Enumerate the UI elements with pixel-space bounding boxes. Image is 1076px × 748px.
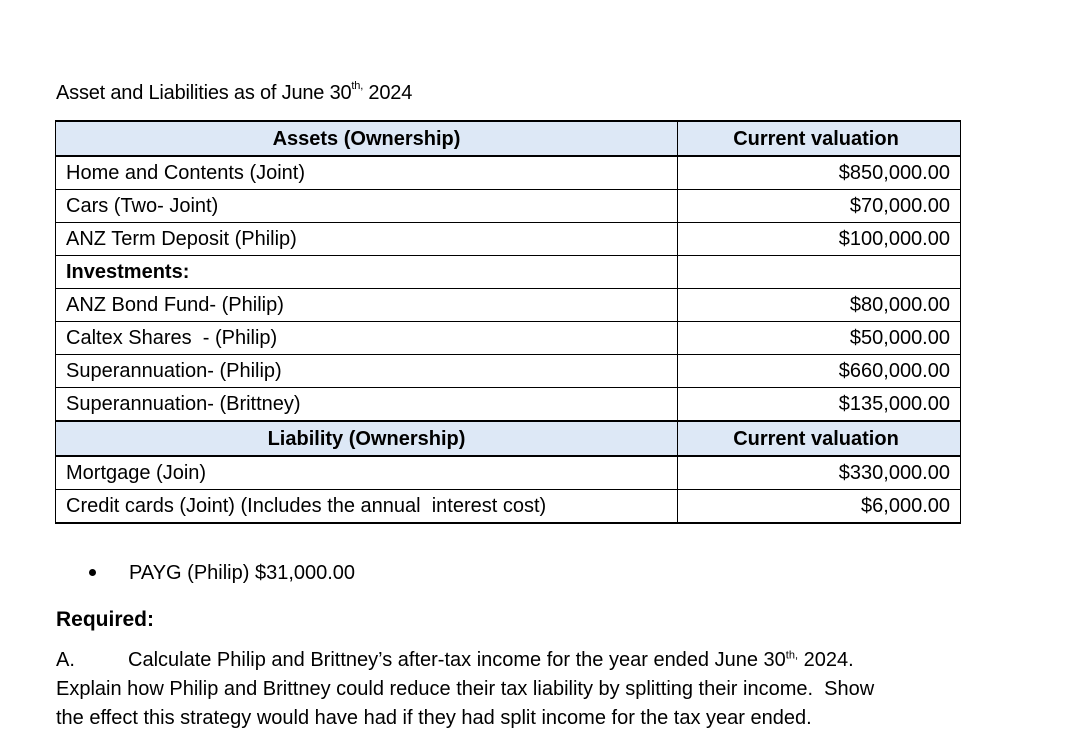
investments-label: Investments: bbox=[56, 256, 678, 289]
page-title bbox=[56, 82, 412, 105]
asset-value: $70,000.00 bbox=[678, 190, 961, 223]
liability-item: Mortgage (Join) bbox=[56, 456, 678, 490]
title-year: 2024 bbox=[363, 82, 413, 104]
liability-header-label: Liability (Ownership) bbox=[56, 421, 678, 456]
question-line-1-year: 2024. bbox=[798, 649, 854, 671]
bullet-dot-icon bbox=[89, 569, 96, 576]
table-row bbox=[56, 388, 961, 422]
liability-item: Credit cards (Joint) (Includes the annual interest cost) bbox=[56, 490, 678, 524]
assets-liabilities-table bbox=[55, 120, 961, 524]
asset-item: ANZ Term Deposit (Philip) bbox=[56, 223, 678, 256]
investment-value: $80,000.00 bbox=[678, 289, 961, 322]
question-line-1-text: Calculate Philip and Brittney’s after-tax income for the year ended June 30 bbox=[128, 649, 786, 671]
investment-value: $135,000.00 bbox=[678, 388, 961, 422]
table-row bbox=[56, 456, 961, 490]
asset-value: $100,000.00 bbox=[678, 223, 961, 256]
question-superscript: th, bbox=[785, 649, 799, 662]
liability-value: $6,000.00 bbox=[678, 490, 961, 524]
investment-item: ANZ Bond Fund- (Philip) bbox=[56, 289, 678, 322]
question-line-2: Explain how Philip and Brittney could reduce their tax liability by splitting their income. Show bbox=[56, 678, 875, 700]
investments-section-row bbox=[56, 256, 961, 289]
asset-item: Cars (Two- Joint) bbox=[56, 190, 678, 223]
question-line-1 bbox=[56, 646, 960, 675]
required-heading: Required: bbox=[56, 608, 155, 631]
liability-header-valuation: Current valuation bbox=[678, 421, 961, 456]
investment-item: Superannuation- (Philip) bbox=[56, 355, 678, 388]
table-row bbox=[56, 190, 961, 223]
investment-item: Superannuation- (Brittney) bbox=[56, 388, 678, 422]
investment-value: $50,000.00 bbox=[678, 322, 961, 355]
title-superscript: th, bbox=[351, 80, 364, 93]
asset-value: $850,000.00 bbox=[678, 156, 961, 190]
assets-header-valuation: Current valuation bbox=[678, 121, 961, 156]
table-row bbox=[56, 223, 961, 256]
table-row bbox=[56, 322, 961, 355]
question-a bbox=[56, 646, 966, 733]
investment-value: $660,000.00 bbox=[678, 355, 961, 388]
payg-text: PAYG (Philip) $31,000.00 bbox=[129, 562, 356, 584]
investments-empty-cell bbox=[678, 256, 961, 289]
question-line-3: the effect this strategy would have had if they had split income for the tax year ended. bbox=[56, 707, 812, 729]
table-row bbox=[56, 289, 961, 322]
asset-item: Home and Contents (Joint) bbox=[56, 156, 678, 190]
payg-bullet bbox=[89, 562, 356, 585]
question-label: A. bbox=[56, 649, 75, 671]
table-row bbox=[56, 156, 961, 190]
assets-header-label: Assets (Ownership) bbox=[56, 121, 678, 156]
liability-value: $330,000.00 bbox=[678, 456, 961, 490]
liability-header-row bbox=[56, 421, 961, 456]
table-row bbox=[56, 355, 961, 388]
investment-item: Caltex Shares - (Philip) bbox=[56, 322, 678, 355]
assets-header-row bbox=[56, 121, 961, 156]
table-row bbox=[56, 490, 961, 524]
title-text: Asset and Liabilities as of June 30 bbox=[56, 82, 352, 104]
